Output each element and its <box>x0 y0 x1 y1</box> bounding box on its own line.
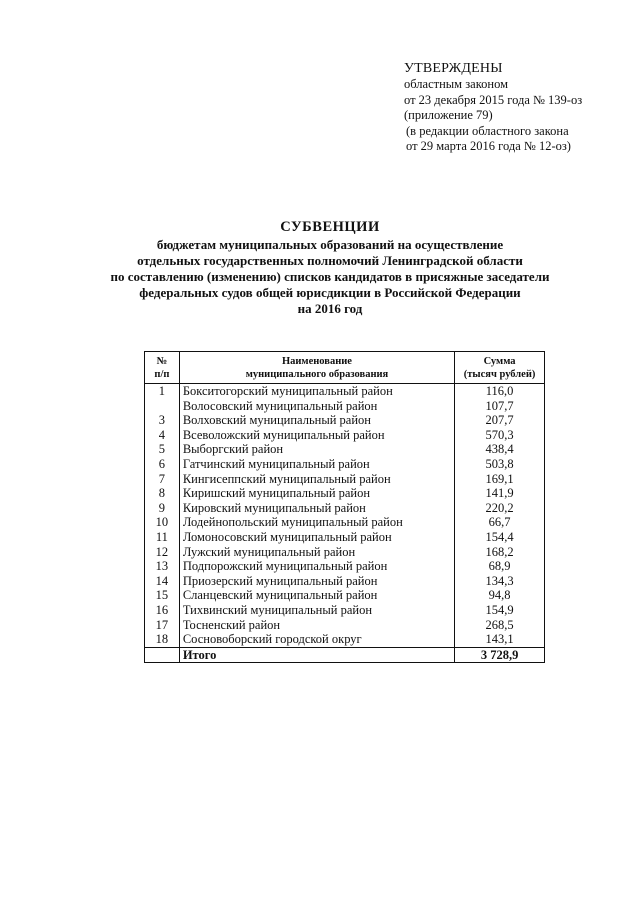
row-number: 4 <box>145 428 180 443</box>
row-sum: 68,9 <box>455 559 545 574</box>
row-number: 13 <box>145 559 180 574</box>
table-row <box>145 442 545 457</box>
row-municipality-name: Лодейнопольский муниципальный район <box>179 515 454 530</box>
table-row <box>145 618 545 633</box>
row-sum: 94,8 <box>455 588 545 603</box>
table-row <box>145 501 545 516</box>
row-municipality-name: Кировский муниципальный район <box>179 501 454 516</box>
row-municipality-name: Гатчинский муниципальный район <box>179 457 454 472</box>
row-municipality-name: Волосовский муниципальный район <box>179 399 454 414</box>
row-sum: 438,4 <box>455 442 545 457</box>
table-row <box>145 632 545 647</box>
row-municipality-name: Киришский муниципальный район <box>179 486 454 501</box>
row-municipality-name: Бокситогорский муниципальный район <box>179 384 454 399</box>
table-body <box>145 384 545 648</box>
row-sum: 107,7 <box>455 399 545 414</box>
row-municipality-name: Ломоносовский муниципальный район <box>179 530 454 545</box>
table-row <box>145 384 545 399</box>
row-municipality-name: Сланцевский муниципальный район <box>179 588 454 603</box>
total-sum: 3 728,9 <box>455 647 545 662</box>
row-municipality-name: Приозерский муниципальный район <box>179 574 454 589</box>
approval-line-edition: (в редакции областного закона <box>406 123 569 138</box>
header-sum-line1: Сумма <box>483 355 516 367</box>
heading-line-3: по составлению (изменению) списков кандидатов в присяжные заседатели <box>110 269 550 284</box>
row-sum: 154,4 <box>455 530 545 545</box>
row-municipality-name: Выборгский район <box>179 442 454 457</box>
row-sum: 570,3 <box>455 428 545 443</box>
table-row <box>145 515 545 530</box>
approval-line-date: от 23 декабря 2015 года № 139-оз <box>404 92 583 107</box>
header-name <box>179 352 454 384</box>
row-sum: 207,7 <box>455 413 545 428</box>
total-row <box>145 647 545 662</box>
table-row <box>145 545 545 560</box>
row-sum: 169,1 <box>455 472 545 487</box>
header-num-line2: п/п <box>154 368 170 380</box>
row-municipality-name: Волховский муниципальный район <box>179 413 454 428</box>
table-row <box>145 413 545 428</box>
row-municipality-name: Тихвинский муниципальный район <box>179 603 454 618</box>
row-number: 9 <box>145 501 180 516</box>
row-number: 8 <box>145 486 180 501</box>
heading-line-5: на 2016 год <box>297 301 363 316</box>
approval-line-law: областным законом <box>404 77 509 91</box>
row-sum: 66,7 <box>455 515 545 530</box>
total-num-cell <box>145 647 180 662</box>
header-sum <box>455 352 545 384</box>
table-row <box>145 486 545 501</box>
approval-line-edition-date: от 29 марта 2016 года № 12-оз) <box>406 139 571 153</box>
row-number: 3 <box>145 413 180 428</box>
header-name-line2: муниципального образования <box>245 368 389 380</box>
row-sum: 220,2 <box>455 501 545 516</box>
table-row <box>145 588 545 603</box>
row-municipality-name: Лужский муниципальный район <box>179 545 454 560</box>
header-sum-line2: (тысяч рублей) <box>463 368 536 380</box>
row-sum: 134,3 <box>455 574 545 589</box>
row-number: 5 <box>145 442 180 457</box>
row-number: 15 <box>145 588 180 603</box>
table-row <box>145 530 545 545</box>
approval-title: УТВЕРЖДЕНЫ <box>404 61 503 76</box>
row-sum: 154,9 <box>455 603 545 618</box>
document-title: СУБВЕНЦИИ <box>280 219 380 235</box>
row-number: 6 <box>145 457 180 472</box>
row-number: 7 <box>145 472 180 487</box>
row-number: 1 <box>145 384 180 399</box>
heading-line-1: бюджетам муниципальных образований на осуществление <box>156 237 504 252</box>
row-number: 14 <box>145 574 180 589</box>
row-number: 16 <box>145 603 180 618</box>
total-label: Итого <box>179 647 454 662</box>
table-row <box>145 574 545 589</box>
row-sum: 143,1 <box>455 632 545 647</box>
row-municipality-name: Всеволожский муниципальный район <box>179 428 454 443</box>
heading-line-4: федеральных судов общей юрисдикции в Российской Федерации <box>139 285 521 300</box>
row-municipality-name: Подпорожский муниципальный район <box>179 559 454 574</box>
row-number: 10 <box>145 515 180 530</box>
table-row <box>145 457 545 472</box>
table-row <box>145 603 545 618</box>
row-number: 12 <box>145 545 180 560</box>
table-row <box>145 428 545 443</box>
header-num-line1: № <box>156 355 168 367</box>
header-num <box>145 352 180 384</box>
header-name-line1: Наименование <box>281 355 352 367</box>
row-municipality-name: Кингисеппский муниципальный район <box>179 472 454 487</box>
row-sum: 141,9 <box>455 486 545 501</box>
table-header-row <box>145 352 545 384</box>
subsidy-table <box>144 351 545 663</box>
table-row <box>145 559 545 574</box>
table-row <box>145 399 545 414</box>
row-sum: 268,5 <box>455 618 545 633</box>
row-number: 18 <box>145 632 180 647</box>
row-number: 11 <box>145 530 180 545</box>
row-municipality-name: Сосновоборский городской округ <box>179 632 454 647</box>
row-number: 17 <box>145 618 180 633</box>
row-number <box>145 399 180 414</box>
approval-line-appendix: (приложение 79) <box>404 108 493 122</box>
approval-block <box>404 60 634 155</box>
row-sum: 116,0 <box>455 384 545 399</box>
table-row <box>145 472 545 487</box>
row-sum: 168,2 <box>455 545 545 560</box>
heading-line-2: отдельных государственных полномочий Ленинградской области <box>137 253 523 268</box>
row-sum: 503,8 <box>455 457 545 472</box>
row-municipality-name: Тосненский район <box>179 618 454 633</box>
document-heading <box>60 218 600 317</box>
